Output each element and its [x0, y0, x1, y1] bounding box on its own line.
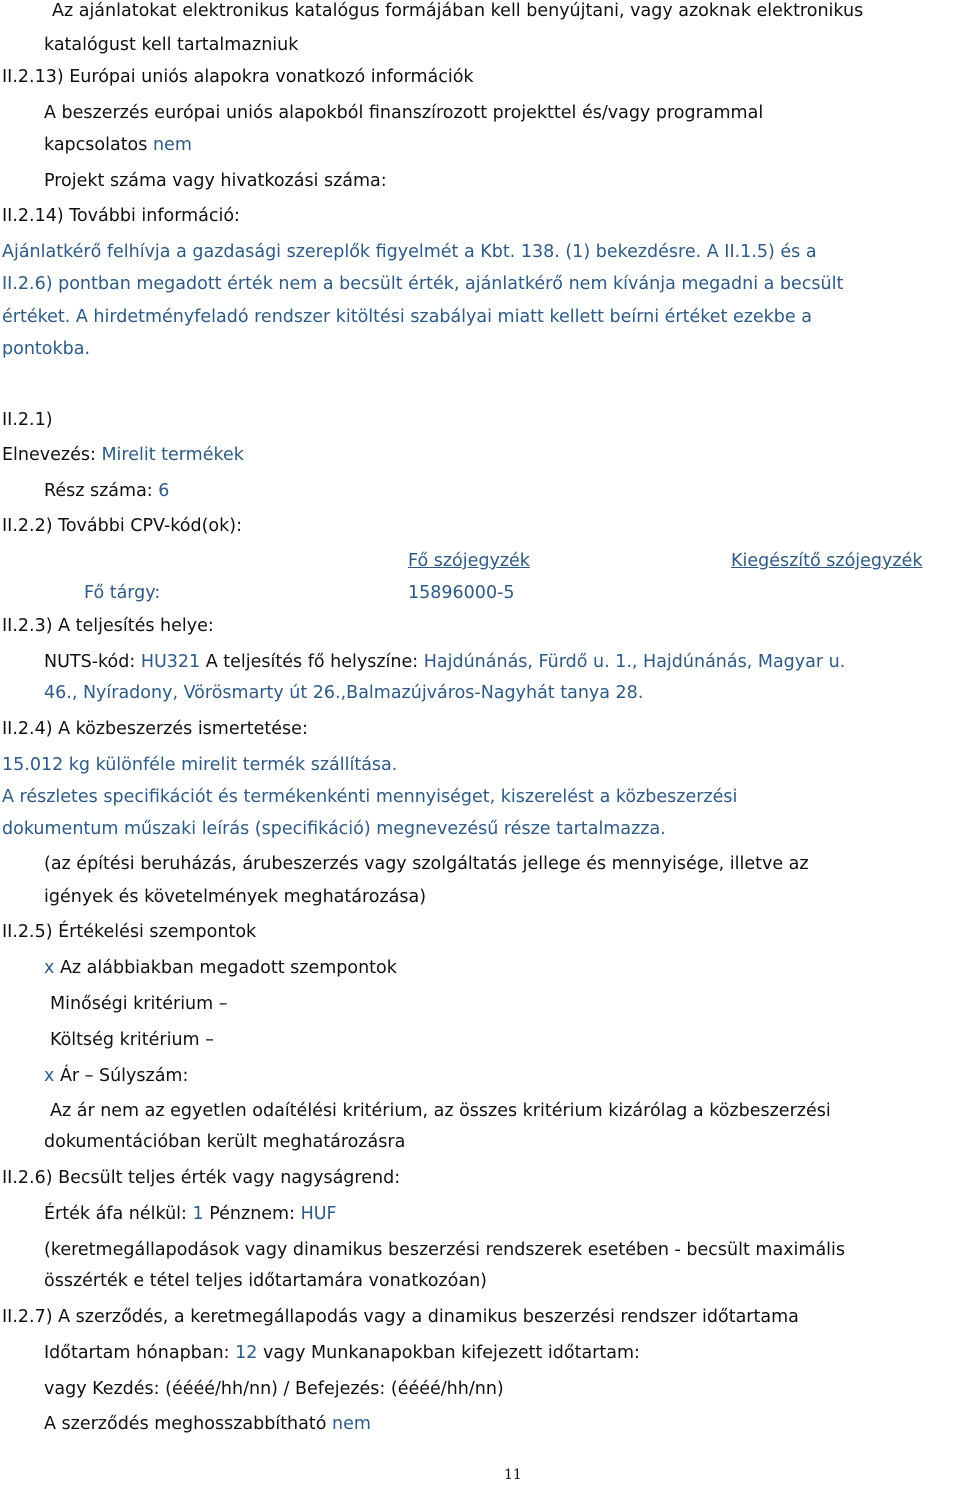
estimated-value-note-1: (keretmegállapodások vagy dinamikus beszerzési rendszerek esetében - becsült maximális — [44, 1240, 846, 1260]
price-criterion-mark: x — [44, 1066, 55, 1086]
cpv-supplementary-vocabulary-header: Kiegészítő szójegyzék — [731, 551, 923, 571]
award-criteria-note-1: Az ár nem az egyetlen odaítélési kritérium, az összes kritérium kizárólag a közbeszerzési — [50, 1101, 831, 1121]
section-heading-lot: II.2.1) — [2, 410, 53, 430]
lot-name-value: Mirelit termékek — [101, 445, 244, 465]
duration-row — [44, 1342, 640, 1364]
project-number-label: Projekt száma vagy hivatkozási száma: — [44, 171, 387, 191]
description-value-2: A részletes specifikációt és termékenkénti mennyiséget, kiszerelést a közbeszerzési — [2, 787, 738, 807]
cost-criterion-label: Költség kritérium – — [50, 1030, 214, 1050]
main-site-value-2: 46., Nyíradony, Vörösmarty út 26.,Balmazújváros-Nagyhát tanya 28. — [44, 683, 644, 703]
duration-dates: vagy Kezdés: (éééé/hh/nn) / Befejezés: (éééé/hh/nn) — [44, 1379, 504, 1399]
section-heading-place-of-performance: II.2.3) A teljesítés helye: — [2, 616, 214, 636]
additional-info-line-2: II.2.6) pontban megadott érték nem a becsült érték, ajánlatkérő nem kívánja megadni a becsült — [2, 274, 844, 294]
duration-days-label: vagy Munkanapokban kifejezett időtartam: — [262, 1343, 640, 1363]
renewal-label: A szerződés meghosszabbítható — [44, 1414, 327, 1434]
lot-number-label: Rész száma: — [44, 481, 153, 501]
lot-number-value: 6 — [158, 481, 170, 501]
currency-label: Pénznem: — [209, 1204, 295, 1224]
place-row-1 — [44, 651, 845, 673]
section-heading-eu-funds: II.2.13) Európai uniós alapokra vonatkozó információk — [2, 67, 474, 87]
additional-info-line-1: Ajánlatkérő felhívja a gazdasági szereplők figyelmét a Kbt. 138. (1) bekezdésre. A II.1.5) és a — [2, 242, 817, 262]
eu-funds-row — [44, 134, 192, 156]
estimated-value-note-2: összérték e tétel teljes időtartamára vonatkozóan) — [44, 1271, 488, 1291]
description-value-1: 15.012 kg különféle mirelit termék szállítása. — [2, 755, 398, 775]
page-number: 11 — [504, 1467, 522, 1483]
estimated-value-row — [44, 1203, 337, 1225]
cpv-main-vocabulary-header: Fő szójegyzék — [408, 551, 530, 571]
additional-info-line-3: értéket. A hirdetményfeladó rendszer kitöltési szabályai miatt kellett beírni értéket ezekbe a — [2, 307, 812, 327]
section-heading-estimated-value: II.2.6) Becsült teljes érték vagy nagyságrend: — [2, 1168, 401, 1188]
duration-months-label: Időtartam hónapban: — [44, 1343, 230, 1363]
criteria-below-mark: x — [44, 958, 55, 978]
section-heading-duration: II.2.7) A szerződés, a keretmegállapodás vagy a dinamikus beszerzési rendszer időtartama — [2, 1307, 799, 1327]
criteria-below-label: Az alábbiakban megadott szempontok — [59, 958, 397, 978]
lot-number-row — [44, 480, 169, 502]
description-value-3: dokumentum műszaki leírás (specifikáció) megnevezésű része tartalmazza. — [2, 819, 666, 839]
value-excl-vat-label: Érték áfa nélkül: — [44, 1204, 187, 1224]
eu-funds-text: A beszerzés európai uniós alapokból finanszírozott projekttel és/vagy programmal — [44, 103, 764, 123]
lot-name-row — [2, 444, 244, 466]
main-site-label: A teljesítés fő helyszíne: — [205, 652, 419, 672]
description-note-1: (az építési beruházás, árubeszerzés vagy szolgáltatás jellege és mennyisége, illetve az — [44, 854, 809, 874]
value-excl-vat: 1 — [192, 1204, 204, 1224]
duration-months-value: 12 — [235, 1343, 258, 1363]
nuts-code-label: NUTS-kód: — [44, 652, 136, 672]
lot-name-label: Elnevezés: — [2, 445, 96, 465]
section-heading-award-criteria: II.2.5) Értékelési szempontok — [2, 922, 257, 942]
renewal-row — [44, 1413, 371, 1435]
renewal-value: nem — [332, 1414, 371, 1434]
additional-info-line-4: pontokba. — [2, 339, 91, 359]
section-heading-additional-info: II.2.14) További információ: — [2, 206, 240, 226]
quality-criterion-label: Minőségi kritérium – — [50, 994, 228, 1014]
section-heading-cpv: II.2.2) További CPV-kód(ok): — [2, 516, 243, 536]
currency-value: HUF — [300, 1204, 337, 1224]
catalogue-line-1: Az ajánlatokat elektronikus katalógus formájában kell benyújtani, vagy azoknak elektronikus — [52, 1, 864, 21]
eu-funds-value: nem — [152, 135, 192, 155]
section-heading-description: II.2.4) A közbeszerzés ismertetése: — [2, 719, 308, 739]
main-site-value-1: Hajdúnánás, Fürdő u. 1., Hajdúnánás, Magyar u. — [423, 652, 846, 672]
price-criterion-row — [44, 1065, 188, 1087]
description-note-2: igények és követelmények meghatározása) — [44, 887, 427, 907]
cpv-main-object-label: Fő tárgy: — [84, 583, 161, 603]
price-criterion-label: Ár – Súlyszám: — [59, 1066, 189, 1086]
nuts-code-value: HU321 — [140, 652, 201, 672]
eu-funds-text-2: kapcsolatos — [44, 135, 148, 155]
cpv-main-object-code: 15896000-5 — [408, 583, 515, 603]
catalogue-line-2: katalógust kell tartalmazniuk — [44, 35, 299, 55]
award-criteria-note-2: dokumentációban került meghatározásra — [44, 1132, 406, 1152]
award-criteria-option-row — [44, 957, 397, 979]
